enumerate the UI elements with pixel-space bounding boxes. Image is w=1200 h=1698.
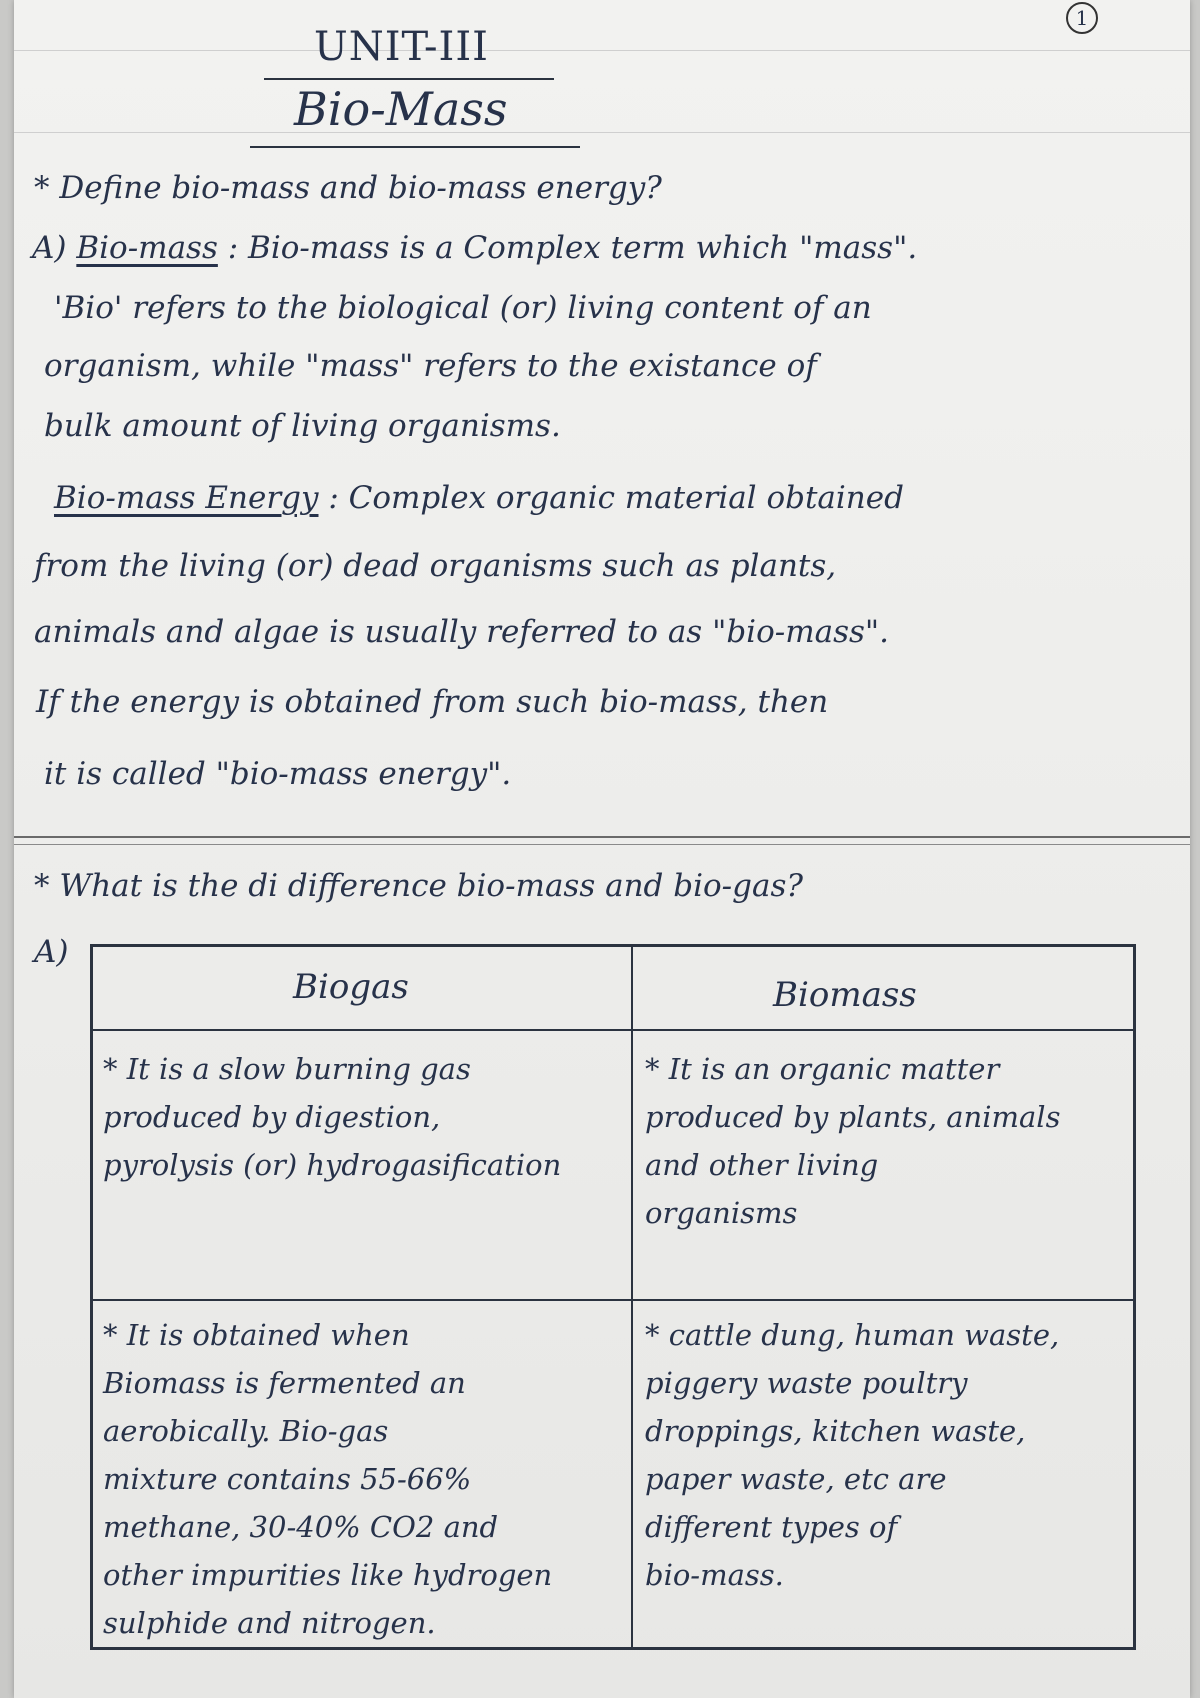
- definition-energy: [54, 480, 904, 516]
- table-cell: * cattle dung, human waste, piggery waste poultry droppings, kitchen waste, paper waste, etc are different types of bio-mass.: [645, 1318, 1060, 1592]
- definition-line: : Complex organic material obtained: [328, 480, 904, 516]
- comparison-table: [90, 944, 1136, 1650]
- term-biomass: Bio-mass: [76, 230, 218, 266]
- definition-line: from the living (or) dead organisms such as plants,: [34, 548, 837, 584]
- table-cell: * It is an organic matter produced by plants, animals and other living organisms: [645, 1052, 1061, 1230]
- table-column-divider: [631, 947, 633, 1647]
- definition-line: 'Bio' refers to the biological (or) living content of an: [54, 290, 872, 326]
- term-biomass-energy: Bio-mass Energy: [54, 480, 319, 516]
- topic-title: Bio-Mass: [294, 82, 508, 136]
- section-divider: [14, 844, 1190, 845]
- answer-marker: A): [34, 934, 69, 970]
- table-header-biomass: Biomass: [773, 975, 917, 1015]
- definition-line: organism, while "mass" refers to the existance of: [44, 348, 817, 384]
- section-divider: [14, 836, 1190, 838]
- answer-marker: A): [32, 230, 67, 266]
- title-underline: [250, 146, 580, 148]
- unit-title: UNIT-III: [314, 24, 489, 70]
- question-2: * What is the di difference bio-mass and bio-gas?: [34, 868, 803, 904]
- definition-line: it is called "bio-mass energy".: [44, 756, 512, 792]
- definition-line: bulk amount of living organisms.: [44, 408, 561, 444]
- table-cell: * It is a slow burning gas produced by digestion, pyrolysis (or) hydrogasification: [103, 1052, 562, 1182]
- table-row-divider: [93, 1299, 1133, 1301]
- title-underline: [264, 78, 554, 80]
- table-header-biogas: Biogas: [293, 967, 409, 1007]
- ruled-line: [14, 132, 1190, 133]
- definition-line: : Bio-mass is a Complex term which "mass".: [227, 230, 918, 266]
- notebook-page: [14, 0, 1190, 1698]
- definition-line: If the energy is obtained from such bio-mass, then: [36, 684, 829, 720]
- table-row-divider: [93, 1029, 1133, 1031]
- definition-line: animals and algae is usually referred to as "bio-mass".: [34, 614, 890, 650]
- ruled-line: [14, 50, 1190, 51]
- page-number: 1: [1066, 2, 1098, 34]
- answer-1: [32, 230, 917, 266]
- table-cell: * It is obtained when Biomass is fermented an aerobically. Bio-gas mixture contains 55-66% methane, 30-40% CO2 and other impurities like hydrogen sulphide and nitrogen.: [103, 1318, 553, 1640]
- question-1: * Define bio-mass and bio-mass energy?: [34, 170, 662, 206]
